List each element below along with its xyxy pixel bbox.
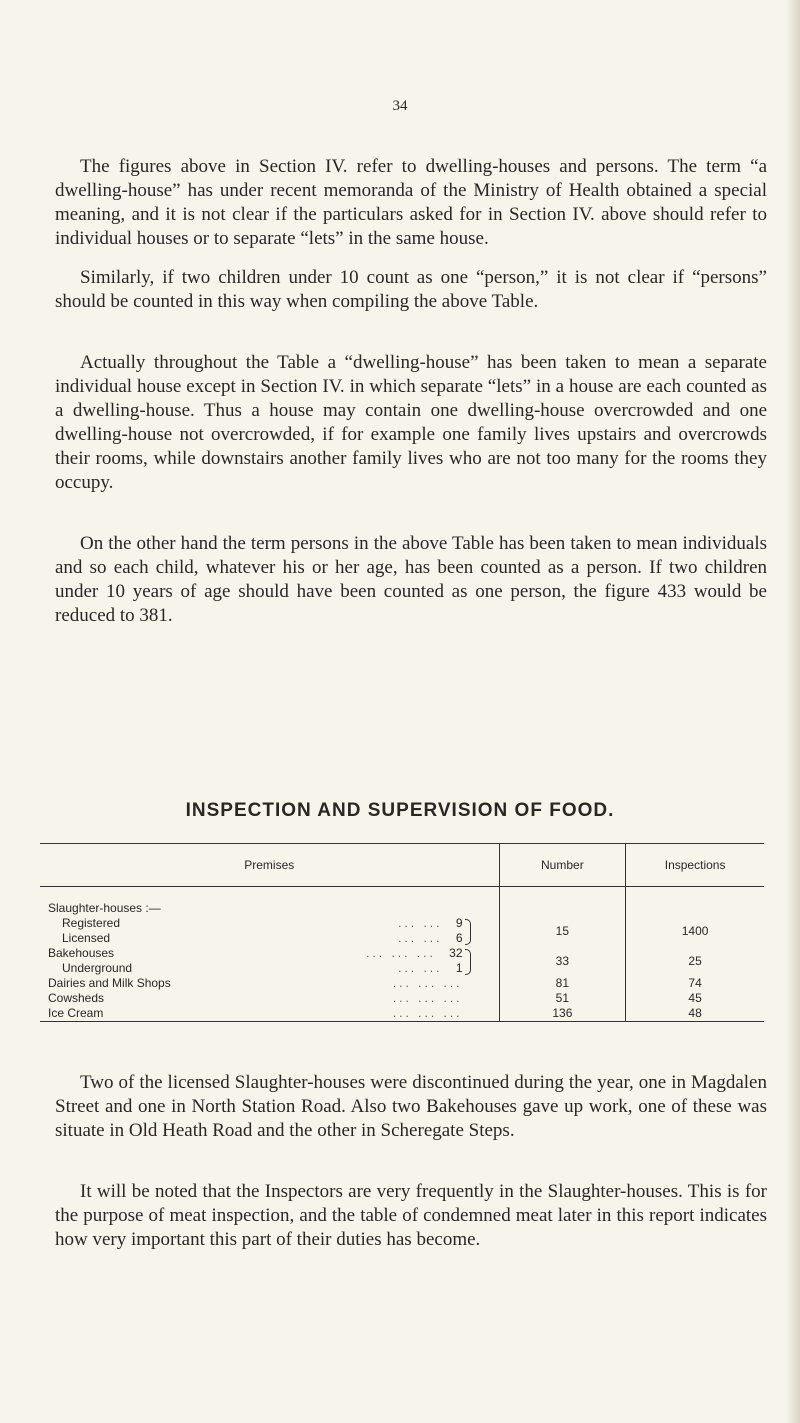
bakehouses-inspections: 25 (626, 946, 764, 976)
licensed-value: 6 (455, 931, 463, 945)
paragraph-children-count: Similarly, if two children under 10 count as one “person,” it is not clear if “persons” should be counted in this way when compiling the above Table. (55, 267, 767, 312)
header-number: Number (499, 844, 626, 887)
premises-table (40, 843, 764, 1022)
row-number: 51 (499, 991, 626, 1006)
table-row-slaughter: Registered ... ... 9 Licensed ... ... 6 15 1400 (40, 916, 764, 946)
brace-icon (465, 919, 471, 945)
row-label: Ice Cream (48, 1006, 104, 1020)
slaughter-houses-label: Slaughter-houses :— (48, 901, 161, 915)
table-header-row (40, 844, 764, 887)
paragraph-dwelling-houses: The figures above in Section IV. refer to dwelling-houses and persons. The term “a dwelling-house” has under recent memoranda of the Ministry of Health obtained a special meaning, and it is not clear if the particulars asked for in Section IV. above should refer to individual houses or to separate “lets” in the same house. (55, 156, 767, 249)
slaughter-inspections: 1400 (626, 916, 764, 946)
table-row-bakehouses: Bakehouses ... ... ... 32 Underground ... ... 1 33 25 (40, 946, 764, 976)
registered-label: Registered (62, 916, 121, 930)
section-heading: INSPECTION AND SUPERVISION OF FOOD. (185, 800, 615, 821)
paragraph-inspectors: It will be noted that the Inspectors are very frequently in the Slaughter-houses. This is for the purpose of meat inspection, and the table of condemned meat later in this report indicates how very important this part of their duties has become. (55, 1181, 767, 1250)
bakehouses-number: 33 (499, 946, 626, 976)
table-row: Dairies and Milk Shops ... ... ... 81 74 (40, 976, 764, 991)
brace-icon (465, 949, 471, 975)
row-number: 81 (499, 976, 626, 991)
row-inspections: 45 (626, 991, 764, 1006)
header-premises: Premises (40, 844, 499, 887)
row-inspections: 74 (626, 976, 764, 991)
page-edge-shadow (786, 0, 800, 1423)
row-label: Cowsheds (48, 991, 105, 1005)
row-number: 136 (499, 1006, 626, 1022)
row-inspections: 48 (626, 1006, 764, 1022)
header-inspections: Inspections (626, 844, 764, 887)
slaughter-number: 15 (499, 916, 626, 946)
underground-value: 1 (455, 961, 463, 975)
table-row-slaughter-title (40, 901, 764, 916)
table-row: Cowsheds ... ... ... 51 45 (40, 991, 764, 1006)
registered-value: 9 (455, 916, 463, 930)
paragraph-persons: On the other hand the term persons in the above Table has been taken to mean individuals and so each child, whatever his or her age, has been counted as a person. If two children under 10 years of age should have been counted as one person, the figure 433 would be reduced to 381. (55, 533, 767, 626)
bakehouses-label: Bakehouses (48, 946, 115, 960)
licensed-label: Licensed (62, 931, 111, 945)
underground-label: Underground (62, 961, 133, 975)
page-number: 34 (392, 98, 408, 114)
row-label: Dairies and Milk Shops (48, 976, 171, 990)
paragraph-discontinued: Two of the licensed Slaughter-houses were discontinued during the year, one in Magdalen Street and one in North Station Road. Also two Bakehouses gave up work, one of these was situate in Old Heath Road and the other in Scheregate Steps. (55, 1072, 767, 1141)
table-row: Ice Cream ... ... ... 136 48 (40, 1006, 764, 1022)
paragraph-definition: Actually throughout the Table a “dwelling-house” has been taken to mean a separate individual house except in Section IV. in which separate “lets” in a house are each counted as a dwelling-house. Thus a house may contain one dwelling-house overcrowded and one dwelling-house not overcrowded, if for example one family lives upstairs and overcrowds their rooms, while downstairs another family lives who are not too many for the rooms they occupy. (55, 352, 767, 493)
bakehouses-value: 32 (449, 946, 463, 960)
table-spacer (40, 887, 764, 902)
